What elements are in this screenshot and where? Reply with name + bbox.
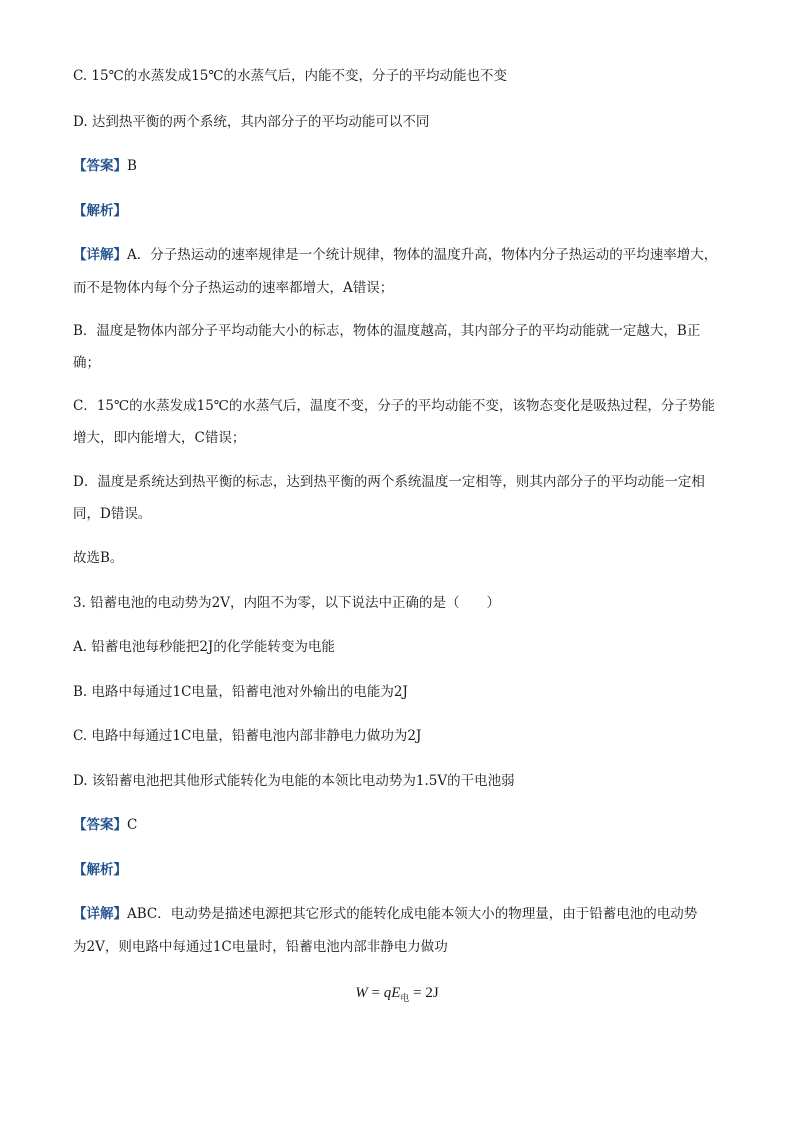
q2-detail-b-line1: B．温度是物体内部分子平均动能大小的标志，物体的温度越高，其内部分子的平均动能就一定越大，B正 xyxy=(73,323,701,339)
formula-eq2: = 2J xyxy=(409,985,439,1001)
q3-detail-line2: 为2V，则电路中每通过1C电量时，铅蓄电池内部非静电力做功 xyxy=(73,939,448,955)
formula-q: q xyxy=(383,985,392,1001)
formula-eq1: = xyxy=(367,985,384,1001)
q2-detail-c-line1: C．15℃的水蒸发成15℃的水蒸气后，温度不变，分子的平均动能不变，该物态变化是吸热过程，分子势能 xyxy=(73,398,715,414)
q3-stem: 3. 铅蓄电池的电动势为2V，内阻不为零，以下说法中正确的是（ ） xyxy=(73,595,501,611)
q2-answer xyxy=(73,157,137,175)
formula-subscript: 电 xyxy=(400,993,410,1003)
q3-option-b: B. 电路中每通过1C电量，铅蓄电池对外输出的电能为2J xyxy=(73,684,408,700)
q2-detail-a-line2: 而不是物体内每个分子热运动的速率都增大，A错误； xyxy=(73,280,394,296)
q3-detail-line1 xyxy=(73,905,697,923)
q2-detail-c-line2: 增大，即内能增大，C错误； xyxy=(73,430,246,446)
q2-option-d: D. 达到热平衡的两个系统，其内部分子的平均动能可以不同 xyxy=(73,114,430,130)
q2-detail-a-line1 xyxy=(73,246,717,264)
q3-option-c: C. 电路中每通过1C电量，铅蓄电池内部非静电力做功为2J xyxy=(73,728,422,744)
q3-option-d: D. 该铅蓄电池把其他形式能转化为电能的本领比电动势为1.5V的干电池弱 xyxy=(73,773,515,789)
formula-lhs: W xyxy=(355,985,368,1001)
formula-e: E xyxy=(391,985,401,1001)
answer-value: B xyxy=(127,158,137,174)
detail-text: ABC．电动势是描述电源把其它形式的能转化成电能本领大小的物理量，由于铅蓄电池的电动势 xyxy=(127,906,698,922)
answer-tag: 【答案】 xyxy=(73,817,127,833)
q3-analysis-heading xyxy=(73,861,127,879)
analysis-tag: 【解析】 xyxy=(73,862,127,878)
q2-detail-b-line2: 确； xyxy=(73,355,100,371)
q2-option-c: C. 15℃的水蒸发成15℃的水蒸气后，内能不变，分子的平均动能也不变 xyxy=(73,68,507,84)
work-formula xyxy=(0,983,794,1008)
q2-conclusion: 故选B。 xyxy=(73,550,124,566)
q3-answer xyxy=(73,816,137,834)
answer-value: C xyxy=(127,817,138,833)
q3-option-a: A. 铅蓄电池每秒能把2J的化学能转变为电能 xyxy=(73,639,335,655)
q2-analysis-heading xyxy=(73,202,127,220)
answer-tag: 【答案】 xyxy=(73,158,127,174)
detail-tag: 【详解】 xyxy=(73,906,127,922)
analysis-tag: 【解析】 xyxy=(73,203,127,219)
detail-tag: 【详解】 xyxy=(73,247,127,263)
q2-detail-d-line2: 同，D错误。 xyxy=(73,506,152,522)
q2-detail-d-line1: D．温度是系统达到热平衡的标志，达到热平衡的两个系统温度一定相等，则其内部分子的平均动能一定相 xyxy=(73,474,705,490)
detail-text: A．分子热运动的速率规律是一个统计规律，物体的温度升高，物体内分子热运动的平均速率增大， xyxy=(127,247,718,263)
